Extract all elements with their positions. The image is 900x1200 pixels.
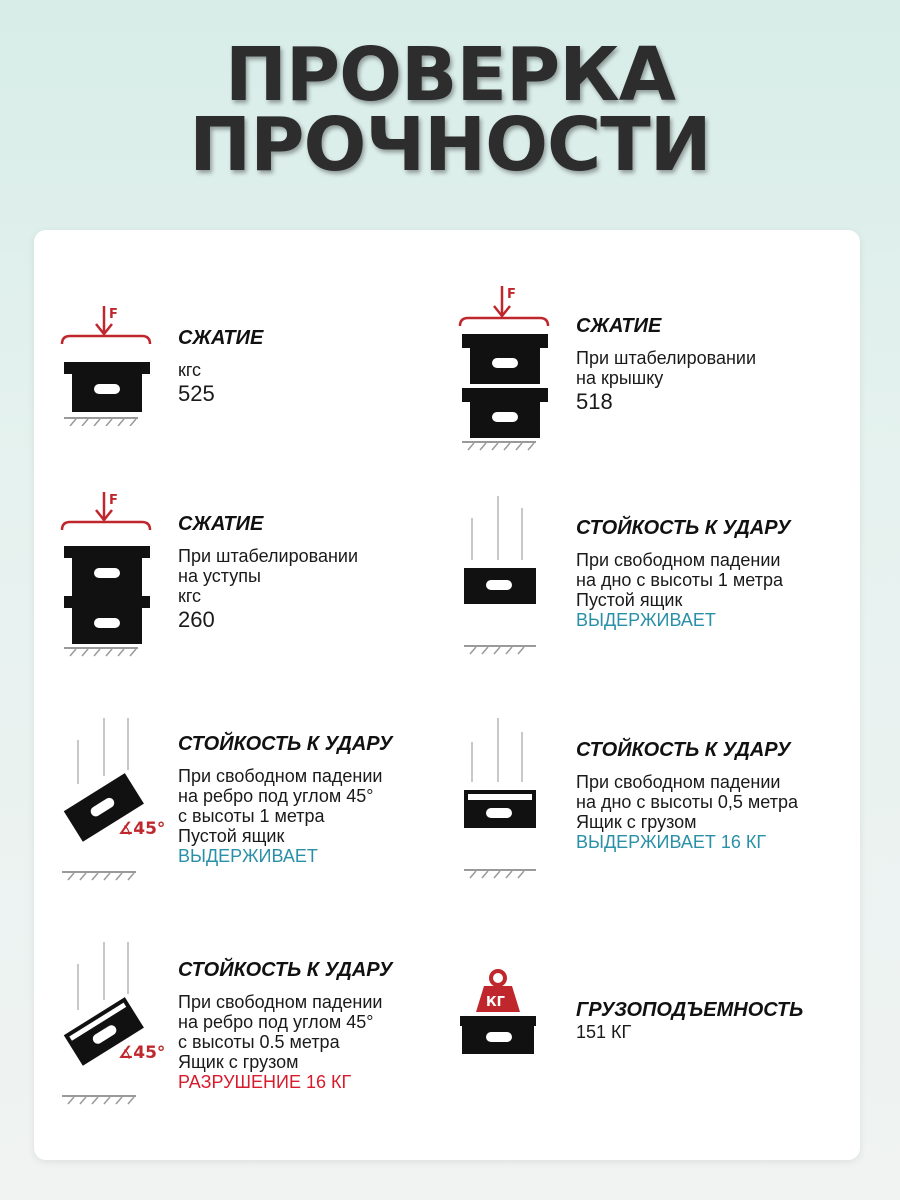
item-heading: СТОЙКОСТЬ К УДАРУ (178, 959, 393, 981)
result-ok: ВЫДЕРЖИВАЕТ (576, 610, 716, 630)
item-detail: на дно с высоты 0,5 метра (576, 792, 798, 812)
force-label: F (109, 493, 118, 508)
result-ok: ВЫДЕРЖИВАЕТ (178, 846, 318, 866)
page-title-line1: ПРОВЕРКА (224, 32, 676, 118)
item-detail: на ребро под углом 45° (178, 1012, 374, 1032)
item-detail: на крышку (576, 368, 664, 388)
item-detail: При свободном падении (576, 772, 781, 792)
item-value: 260 (178, 607, 215, 632)
item-detail: Пустой ящик (576, 590, 683, 610)
page-title-line2: ПРОЧНОСТИ (189, 102, 711, 188)
compression-single-box-icon (58, 296, 158, 426)
item-detail: 151 КГ (576, 1022, 632, 1042)
item-heading: СТОЙКОСТЬ К УДАРУ (576, 739, 791, 761)
item-detail: При штабелировании (178, 546, 359, 566)
item-detail: на дно с высоты 1 метра (576, 570, 783, 590)
drop-flat-icon (460, 490, 550, 660)
force-label: F (109, 307, 118, 322)
item-detail: При свободном падении (178, 766, 383, 786)
item-detail: При свободном падении (178, 992, 383, 1012)
force-label: F (507, 287, 516, 302)
weight-label: КГ (486, 995, 505, 1010)
drop-flat-loaded-icon (460, 714, 550, 884)
info-card (34, 230, 860, 1160)
compression-stack-ledge-icon (58, 482, 158, 662)
item-value: 525 (178, 381, 215, 406)
weight-capacity-icon (460, 968, 550, 1064)
page-title (0, 32, 900, 188)
item-detail: кгс (178, 586, 202, 606)
item-detail: на уступы (178, 566, 261, 586)
result-fail: РАЗРУШЕНИЕ 16 КГ (178, 1072, 352, 1092)
item-detail: с высоты 0.5 метра (178, 1032, 340, 1052)
result-ok: ВЫДЕРЖИВАЕТ 16 КГ (576, 832, 767, 852)
item-heading: СТОЙКОСТЬ К УДАРУ (576, 517, 791, 539)
compression-stack-lid-icon (456, 278, 556, 458)
item-heading: СТОЙКОСТЬ К УДАРУ (178, 733, 393, 755)
angle-label: ∡45° (118, 1043, 166, 1063)
item-detail: При штабелировании (576, 348, 757, 368)
item-detail: Пустой ящик (178, 826, 285, 846)
item-value: 518 (576, 389, 613, 414)
drop-angle-icon (58, 714, 178, 884)
item-heading: СЖАТИЕ (178, 327, 264, 349)
item-detail: При свободном падении (576, 550, 781, 570)
item-detail: на ребро под углом 45° (178, 786, 374, 806)
item-detail: Ящик с грузом (178, 1052, 299, 1072)
item-heading: ГРУЗОПОДЪЕМНОСТЬ (576, 999, 804, 1021)
item-heading: СЖАТИЕ (178, 513, 264, 535)
item-detail: с высоты 1 метра (178, 806, 325, 826)
angle-label: ∡45° (118, 819, 166, 839)
item-heading: СЖАТИЕ (576, 315, 662, 337)
item-detail: Ящик с грузом (576, 812, 697, 832)
item-detail: кгс (178, 360, 202, 380)
drop-angle-loaded-icon (58, 938, 178, 1108)
